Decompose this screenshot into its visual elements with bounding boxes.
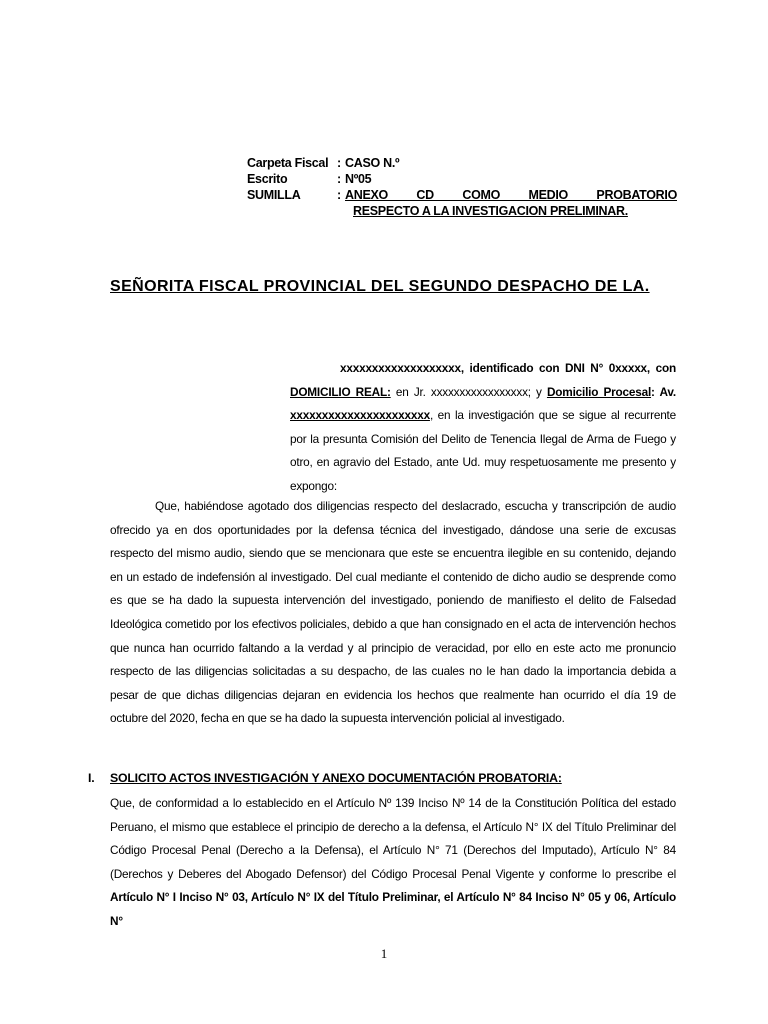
domicilio-real-label: DOMICILIO REAL: bbox=[290, 384, 391, 399]
carpeta-label: Carpeta Fiscal bbox=[247, 156, 329, 170]
section-body bbox=[110, 792, 676, 934]
section-body-text: Que, de conformidad a lo establecido en el Artículo Nº 139 Inciso Nº 14 de la Constitución Política del estado Peruano, el mismo que establece el principio de derecho a la defensa, el Artículo N° IX del Título Preliminar del Código Procesal Penal (Derecho a la Defensa), el Artículo N° 71 (Derechos del Imputado), Artículo N° 84 (Derechos y Deberes del Abogado Defensor) del Código Procesal Penal Vigente y conforme lo prescribe el bbox=[110, 796, 676, 881]
intro-rest: , en la investigación que se sigue al recurrente por la presunta Comisión del Delito de Tenencia Ilegal de Arma de Fuego y otro, en agravio del Estado, ante Ud. muy respetuosamente me presento y expongo: bbox=[290, 408, 676, 493]
page-number: 1 bbox=[380, 946, 388, 961]
colon: : bbox=[337, 156, 341, 170]
procesal-address: xxxxxxxxxxxxxxxxxxxxxx bbox=[290, 408, 430, 423]
carpeta-row bbox=[247, 155, 677, 171]
section-title: SOLICITO ACTOS INVESTIGACIÓN Y ANEXO DOCUMENTACIÓN PROBATORIA: bbox=[110, 771, 562, 785]
section-body-bold: Artículo N° I Inciso N° 03, Artículo N° IX del Título Preliminar, el Artículo N° 84 Inciso N° 05 y 06, Artículo N° bbox=[110, 890, 676, 928]
sumilla-label: SUMILLA bbox=[247, 188, 301, 202]
domicilio-procesal-label: Domicilio Procesal bbox=[546, 384, 652, 399]
applicant-identity: xxxxxxxxxxxxxxxxxxx, identificado con DNI N° 0xxxxx bbox=[340, 361, 647, 375]
intro-paragraph bbox=[290, 357, 676, 499]
case-header bbox=[247, 155, 677, 219]
procesal-prefix: : Av. bbox=[651, 384, 676, 399]
section-heading bbox=[88, 771, 688, 785]
colon: : bbox=[337, 172, 341, 186]
addressee-heading: SEÑORITA FISCAL PROVINCIAL DEL SEGUNDO DESPACHO DE LA. bbox=[110, 278, 650, 295]
applicant-identity-tail: , con bbox=[646, 361, 676, 375]
sumilla-continuation bbox=[247, 203, 677, 219]
sumilla-row bbox=[247, 187, 677, 203]
body-paragraph: Que, habiéndose agotado dos diligencias respecto del deslacrado, escucha y transcripción de audio ofrecido ya en dos oportunidades por la defensa técnica del investigado, dándose una serie de excusas respecto del mismo audio, siendo que se mencionara que este se encuentra ilegible en su contenido, dejando en un estado de indefensión al investigado. Del cual mediante el contenido de dicho audio se desprende como es que se ha dado la supuesta intervención del investigado, poniendo de manifiesto el delito de Falsedad Ideológica cometido por los efectivos policiales, debido a que han consignado en el acta de intervención hechos que nunca han ocurrido faltando a la verdad y al principio de veracidad, por ello en este acto me pronuncio respecto de las diligencias solicitadas a su despacho, de las cuales no le han dado la importancia debida a pesar de que dichas diligencias dejaran en evidencia los hechos que realmente han ocurrido el día 19 de octubre del 2020, fecha en que se ha dado la supuesta intervención policial al investigado. bbox=[110, 499, 676, 726]
colon: : bbox=[337, 188, 341, 202]
domicilio-real-text: en Jr. xxxxxxxxxxxxxxxxx; y bbox=[390, 384, 547, 399]
carpeta-value: CASO N.º bbox=[345, 156, 400, 170]
sumilla-line2: RESPECTO A LA INVESTIGACION PRELIMINAR. bbox=[353, 204, 628, 218]
escrito-value: Nº05 bbox=[345, 172, 372, 186]
sumilla-line1: ANEXO CD COMO MEDIO PROBATORIO bbox=[345, 188, 677, 202]
escrito-row bbox=[247, 171, 677, 187]
escrito-label: Escrito bbox=[247, 172, 288, 186]
section-number: I. bbox=[88, 771, 95, 785]
